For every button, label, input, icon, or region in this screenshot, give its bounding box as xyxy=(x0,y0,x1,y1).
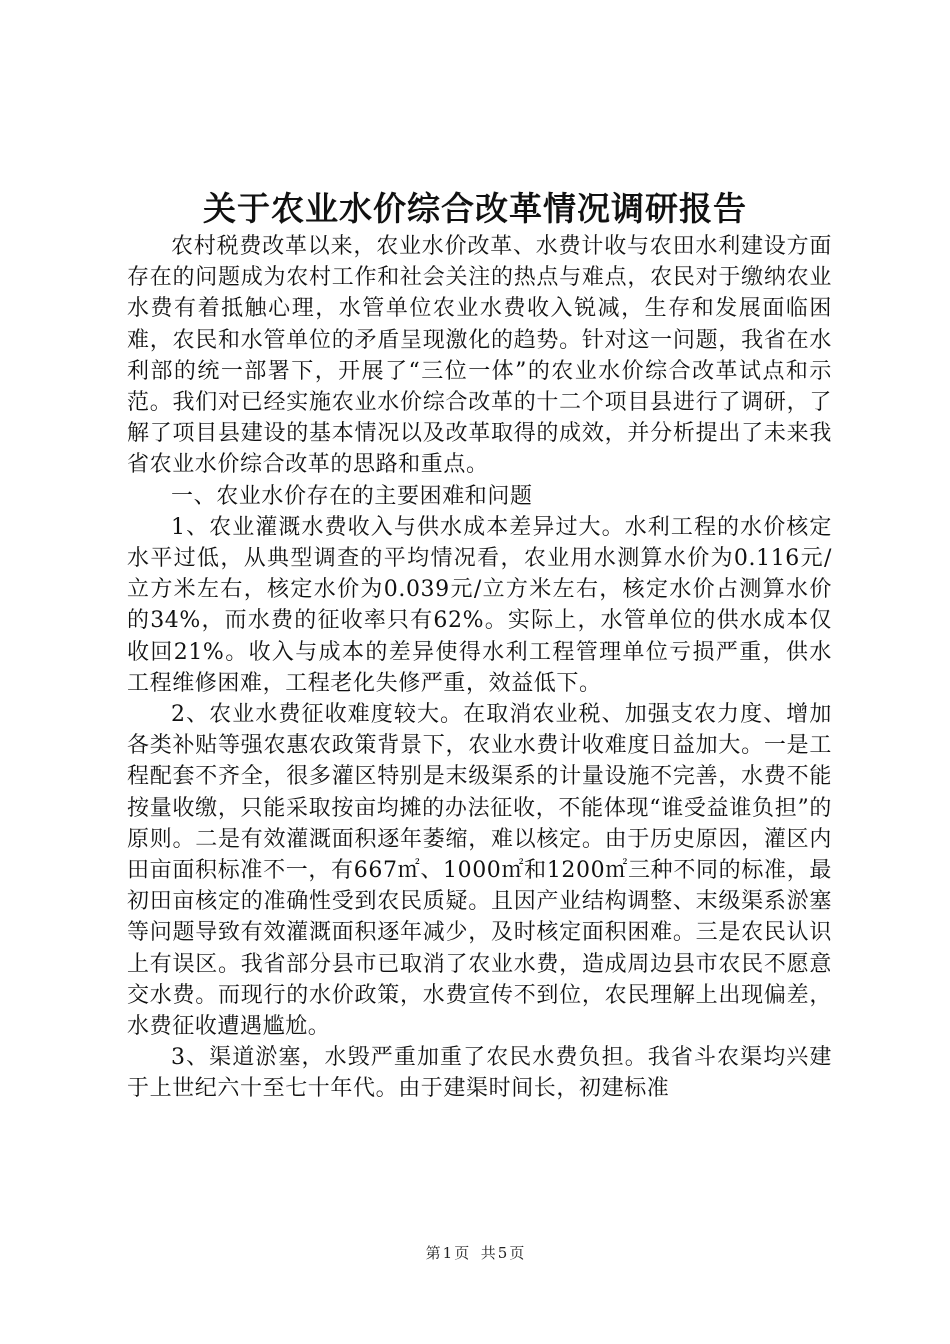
section-heading-problems: 一、农业水价存在的主要困难和问题 xyxy=(171,483,533,509)
page-prefix: 第 xyxy=(425,1244,441,1262)
paragraph-item-2: 2、农业水费征收难度较大。在取消农业税、加强支农力度、增加各类补贴等强农惠农政策背景下，农业水费计收难度日益加大。一是工程配套不齐全，很多灌区特别是末级渠系的计量设施不完善，水费不能按量收缴，只能采取按亩均摊的办法征收，不能体现“谁受益谁负担”的原则。二是有效灌溉面积逐年萎缩，难以核定。由于历史原因，灌区内田亩面积标准不一，有667㎡、1000㎡和1200㎡三种不同的标准，最初田亩核定的准确性受到农民质疑。且因产业结构调整、末级渠系淤塞等问题导致有效灌溉面积逐年减少，及时核定面积困难。三是农民认识上有误区。我省部分县市已取消了农业水费，造成周边县市农民不愿意交水费。而现行的水价政策，水费宣传不到位，农民理解上出现偏差，水费征收遭遇尴尬。 xyxy=(127,702,832,1040)
document-body xyxy=(127,231,832,1105)
total-unit: 页 xyxy=(509,1244,525,1262)
total-pages: 5 xyxy=(497,1244,508,1262)
page-footer xyxy=(0,1243,950,1263)
page-unit: 页 xyxy=(454,1244,470,1262)
page-number: 1 xyxy=(442,1244,453,1262)
paragraph-intro: 农村税费改革以来，农业水价改革、水费计收与农田水利建设方面存在的问题成为农村工作和社会关注的热点与难点，农民对于缴纳农业水费有着抵触心理，水管单位农业水费收入锐减，生存和发展面临困难，农民和水管单位的矛盾呈现激化的趋势。针对这一问题，我省在水利部的统一部署下，开展了“三位一体”的农业水价综合改革试点和示范。我们对已经实施农业水价综合改革的十二个项目县进行了调研，了解了项目县建设的基本情况以及改革取得的成效，并分析提出了未来我省农业水价综合改革的思路和重点。 xyxy=(127,234,832,478)
paragraph-item-3: 3、渠道淤塞，水毁严重加重了农民水费负担。我省斗农渠均兴建于上世纪六十至七十年代。由于建渠时间长，初建标准 xyxy=(127,1045,832,1102)
paragraph-item-1: 1、农业灌溉水费收入与供水成本差异过大。水利工程的水价核定水平过低，从典型调查的平均情况看，农业用水测算水价为0.116元/立方米左右，核定水价为0.039元/立方米左右，核定水价占测算水价的34%，而水费的征收率只有62%。实际上，水管单位的供水成本仅收回21%。收入与成本的差异使得水利工程管理单位亏损严重，供水工程维修困难，工程老化失修严重，效益低下。 xyxy=(127,514,832,696)
document-title: 关于农业水价综合改革情况调研报告 xyxy=(203,189,747,228)
total-prefix: 共 xyxy=(480,1244,496,1262)
